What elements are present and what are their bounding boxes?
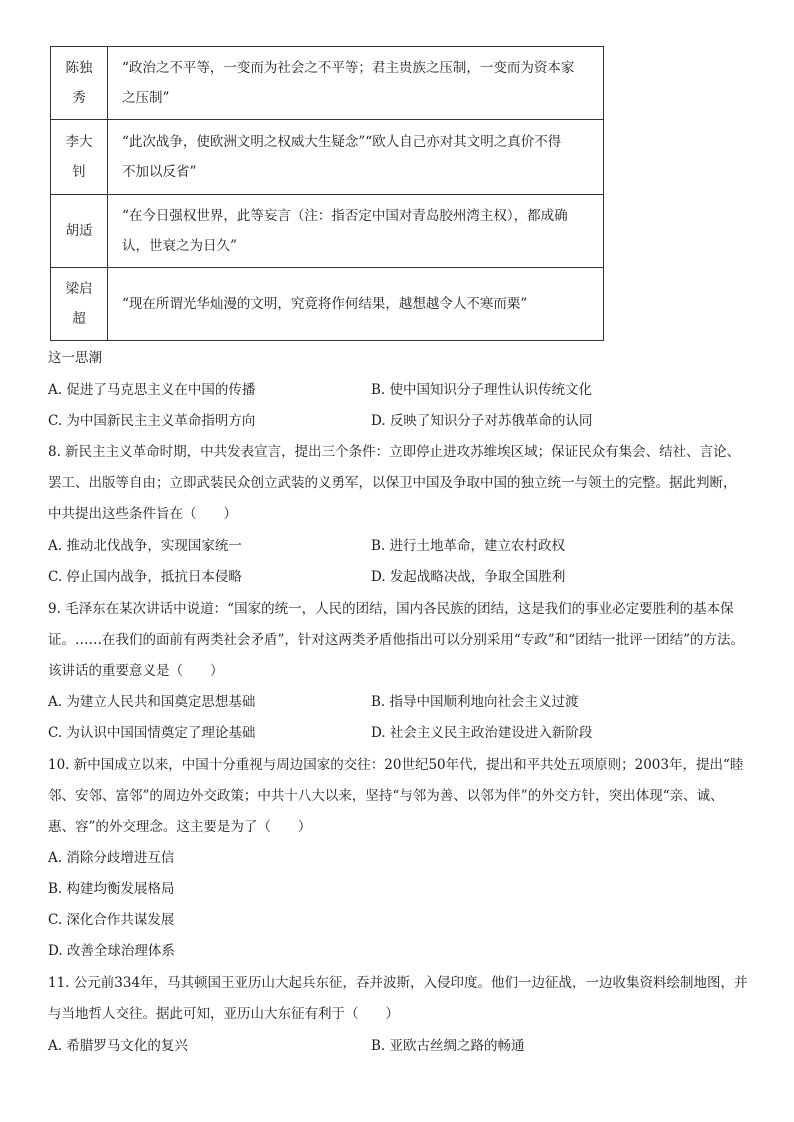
q10-option-b[interactable]: B. 构建均衡发展格局 — [48, 881, 175, 897]
q9-option-c[interactable]: C. 为认识中国国情奠定了理论基础 — [48, 725, 256, 741]
quote-cell: “在今日强权世界，此等妄言（注：指否定中国对青岛胶州湾主权），都成确 认，世衰之为日久” — [108, 195, 604, 268]
table-row — [51, 120, 604, 195]
quote-cell: “政治之不平等，一变而为社会之不平等；君主贵族之压制，一变而为资本家 之压制” — [108, 47, 604, 120]
table-row — [51, 195, 604, 268]
q8-option-c[interactable]: C. 停止国内战争，抵抗日本侵略 — [48, 569, 242, 585]
person-name: 李大 钊 — [51, 120, 108, 195]
q11-stem: 11. 公元前334年，马其顿国王亚历山大起兵东征，吞并波斯，入侵印度。他们一边征战，一边收集资料绘制地图，并与当地哲人交往。据此可知，亚历山大东征有利于（ ） — [48, 975, 748, 1022]
person-name: 陈独 秀 — [51, 47, 108, 120]
q8-option-d[interactable]: D. 发起战略决战，争取全国胜利 — [371, 569, 566, 585]
q7-option-d[interactable]: D. 反映了知识分子对苏俄革命的认同 — [371, 413, 593, 429]
q7-option-a[interactable]: A. 促进了马克思主义在中国的传播 — [48, 382, 256, 398]
q10-option-a[interactable]: A. 消除分歧增进互信 — [48, 850, 175, 866]
person-name: 胡适 — [51, 195, 108, 268]
q8-option-a[interactable]: A. 推动北伐战争，实现国家统一 — [48, 538, 242, 554]
q9-stem: 9. 毛泽东在某次讲话中说道：“国家的统一，人民的团结，国内各民族的团结，这是我们的事业必定要胜利的基本保证。……在我们的面前有两类社会矛盾”，针对这两类矛盾他指出可以分别采用“专政”和“团结一批评一团结”的方法。该讲话的重要意义是（ ） — [48, 601, 745, 679]
q8-option-b[interactable]: B. 进行土地革命，建立农村政权 — [371, 538, 566, 554]
quote-cell: “现在所谓光华灿漫的文明，究竟将作何结果，越想越令人不寒而栗” — [108, 268, 604, 341]
q10-stem: 10. 新中国成立以来，中国十分重视与周边国家的交往：20世纪50年代，提出和平共处五项原则；2003年，提出“睦邻、安邻、富邻”的周边外交政策；中共十八大以来，坚持“与邻为善、以邻为伴”的外交方针，突出体现“亲、诚、惠、容”的外交理念。这主要是为了（ ） — [48, 757, 744, 835]
q10-option-c[interactable]: C. 深化合作共谋发展 — [48, 912, 175, 928]
q8-stem: 8. 新民主主义革命时期，中共发表宣言，提出三个条件：立即停止进攻苏维埃区域；保证民众有集会、结社、言论、罢工、出版等自由；立即武装民众创立武装的义勇军，以保卫中国及争取中国的独立统一与领土的完整。据此判断，中共提出这些条件旨在（ ） — [48, 444, 741, 522]
q7-stem: 这一思潮 — [48, 350, 102, 366]
q7-option-b[interactable]: B. 使中国知识分子理性认识传统文化 — [371, 382, 593, 398]
q9-option-a[interactable]: A. 为建立人民共和国奠定思想基础 — [48, 694, 256, 710]
q9-option-b[interactable]: B. 指导中国顺利地向社会主义过渡 — [371, 694, 579, 710]
q10-option-d[interactable]: D. 改善全球治理体系 — [48, 943, 175, 959]
q11-option-b[interactable]: B. 亚欧古丝绸之路的畅通 — [371, 1038, 525, 1054]
q11-option-a[interactable]: A. 希腊罗马文化的复兴 — [48, 1038, 188, 1054]
table-row — [51, 47, 604, 120]
q9-option-d[interactable]: D. 社会主义民主政治建设进入新阶段 — [371, 725, 593, 741]
quote-cell: “此次战争，使欧洲文明之权威大生疑念”“欧人自己亦对其文明之真价不得 不加以反省” — [108, 120, 604, 195]
quotes-table — [50, 46, 604, 341]
person-name: 梁启 超 — [51, 268, 108, 341]
q7-option-c[interactable]: C. 为中国新民主主义革命指明方向 — [48, 413, 256, 429]
table-row — [51, 268, 604, 341]
